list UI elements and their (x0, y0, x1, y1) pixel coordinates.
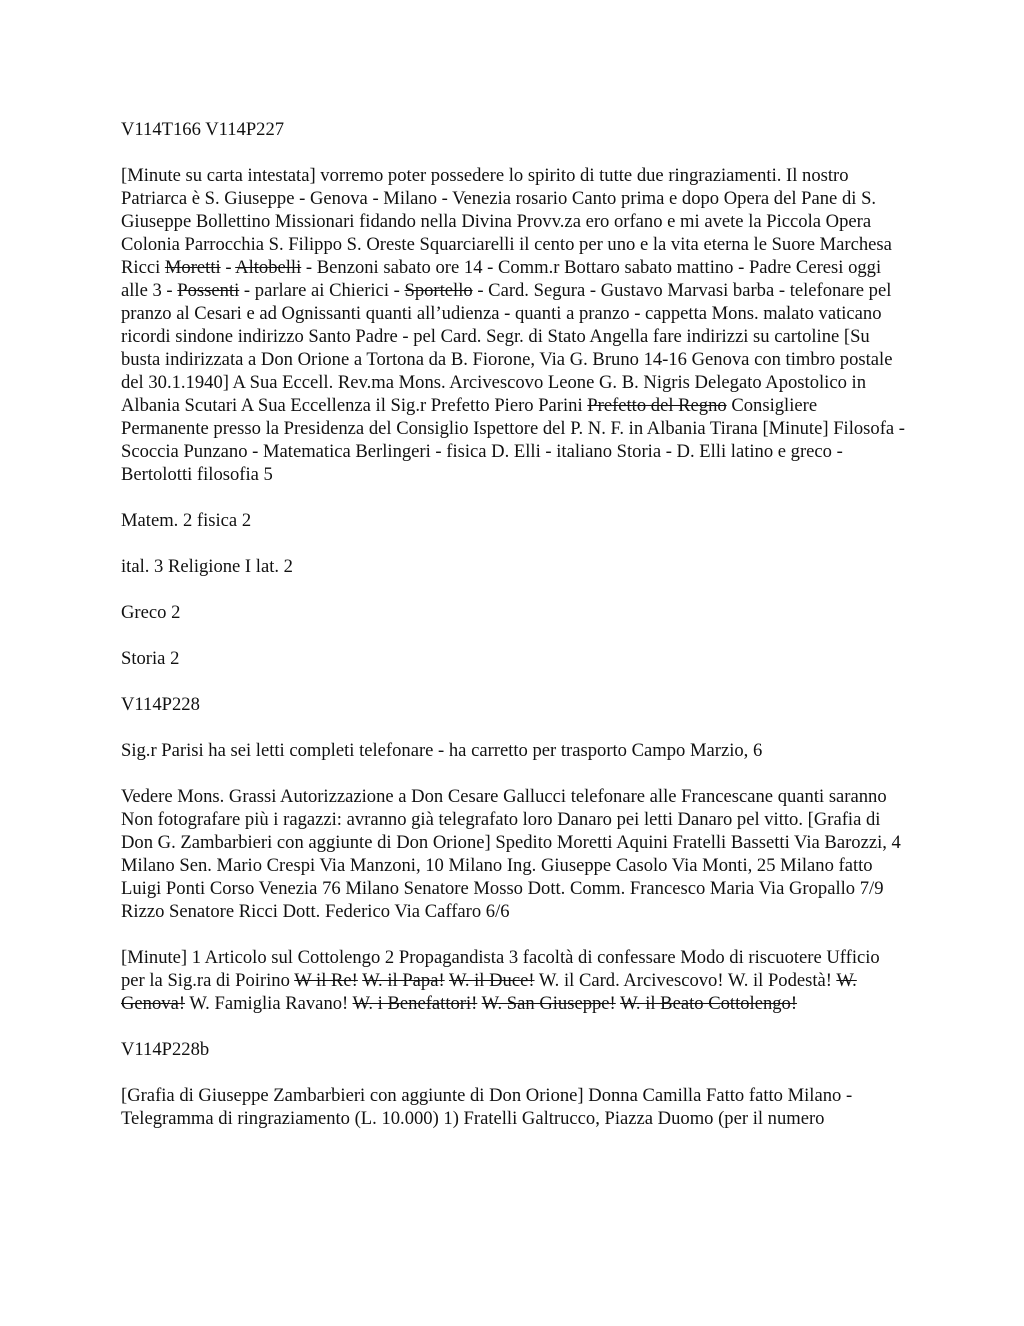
strikethrough-text: Sportello (404, 280, 473, 301)
text-run: - Benzoni sabato ore 14 - Comm.r Bottaro sabato mattino - Padre Ceresi oggi alle 3 - (121, 257, 882, 301)
strikethrough-text: W. il Beato Cottolengo! (620, 993, 798, 1014)
text-run: [Minute su carta intestata] vorremo poter possedere lo spirito di tutte due ringraziamenti. Il nostro Patriarca è S. Giuseppe - Genova - Milano - Venezia rosario Canto prima e dopo Opera del Pane di S. Giuseppe Bollettino Missionari fidando nella Divina Provv.za ero orfano e mi avete la Piccola Opera Colonia Parrocchia S. Filippo S. Oreste Squarciarelli il cento per uno e la vita eterna le Suore Marchesa Ricci (121, 165, 892, 278)
text-run: - Card. Segura - Gustavo Marvasi barba - telefonare pel pranzo al Cesari e ad Ognissanti quanti all’udienza - quanti a pranzo - cappetta Mons. malato vaticano ricordi sindone indirizzo Santo Padre - pel Card. Segr. di Stato Angella fare indirizzi su cartoline [Su busta indirizzata a Don Orione a Tortona da B. Fiorone, Via G. Bruno 14-16 Genova con timbro postale del 30.1.1940] A Sua Eccell. Rev.ma Mons. Arcivescovo Leone G. B. Nigris Delegato Apostolico in Albania Scutari A Sua Eccellenza il Sig.r Prefetto Piero Parini (121, 280, 893, 416)
text-run: W. il Card. Arcivescovo! W. il Podestà! (534, 970, 837, 991)
text-run: - (220, 257, 236, 278)
paragraph-minute-cottolengo (121, 946, 906, 1015)
subject-line: Storia 2 (121, 648, 180, 669)
paragraph-minute-letterhead (121, 164, 906, 486)
paragraph-addresses: Vedere Mons. Grassi Autorizzazione a Don Cesare Gallucci telefonare alle Francescane quanti saranno Non fotografare più i ragazzi: avranno già telegrafato loro Danaro pei letti Danaro pel vitto. [Grafia di Don G. Zambarbieri con aggiunte di Don Orione] Spedito Moretti Aquini Fratelli Bassetti Via Barozzi, 4 Milano Sen. Mario Crespi Via Manzoni, 10 Milano Ing. Giuseppe Casolo Via Monti, 25 Milano fatto Luigi Ponti Corso Venezia 76 Milano Senatore Mosso Dott. Comm. Francesco Maria Via Gropallo 7/9 Rizzo Senatore Ricci Dott. Federico Via Caffaro 6/6 (121, 786, 901, 922)
text-run: W. Famiglia Ravano! (185, 993, 353, 1014)
strikethrough-text: W. Genova! (121, 970, 857, 1014)
strikethrough-text: W. i Benefattori! (352, 993, 478, 1014)
strikethrough-text: Prefetto del Regno (587, 395, 727, 416)
strikethrough-text: Altobelli (235, 257, 302, 278)
page-reference-header: V114P228 (121, 694, 200, 715)
text-run: [Minute] 1 Articolo sul Cottolengo 2 Propagandista 3 facoltà di confessare Modo di riscuotere Ufficio per la Sig.ra di Poirino (121, 947, 880, 991)
strikethrough-text: W. il Papa! (362, 970, 445, 991)
page-reference-header: V114T166 V114P227 (121, 119, 285, 140)
text-run: - parlare ai Chierici - (239, 280, 405, 301)
strikethrough-text: W. il Duce! (448, 970, 535, 991)
strikethrough-text: W il Re! (294, 970, 358, 991)
paragraph-zambarbieri: [Grafia di Giuseppe Zambarbieri con aggiunte di Don Orione] Donna Camilla Fatto fatto Milano - Telegramma di ringraziamento (L. 10.000) 1) Fratelli Galtrucco, Piazza Duomo (per il numero (121, 1085, 853, 1129)
strikethrough-text: Possenti (177, 280, 240, 301)
document-page (121, 118, 906, 1153)
strikethrough-text: W. San Giuseppe! (481, 993, 616, 1014)
subject-line: ital. 3 Religione I lat. 2 (121, 556, 293, 577)
strikethrough-text: Moretti (164, 257, 221, 278)
paragraph-parisi: Sig.r Parisi ha sei letti completi telefonare - ha carretto per trasporto Campo Marzio, 6 (121, 740, 763, 761)
text-run: Consigliere Permanente presso la Presidenza del Consiglio Ispettore del P. N. F. in Albania Tirana [Minute] Filosofa - Scoccia Punzano - Matematica Berlingeri - fisica D. Elli - italiano Storia - D. Elli latino e greco - Bertolotti filosofia 5 (121, 395, 905, 485)
subject-line: Greco 2 (121, 602, 181, 623)
subject-line: Matem. 2 fisica 2 (121, 510, 252, 531)
page-reference-header: V114P228b (121, 1039, 210, 1060)
